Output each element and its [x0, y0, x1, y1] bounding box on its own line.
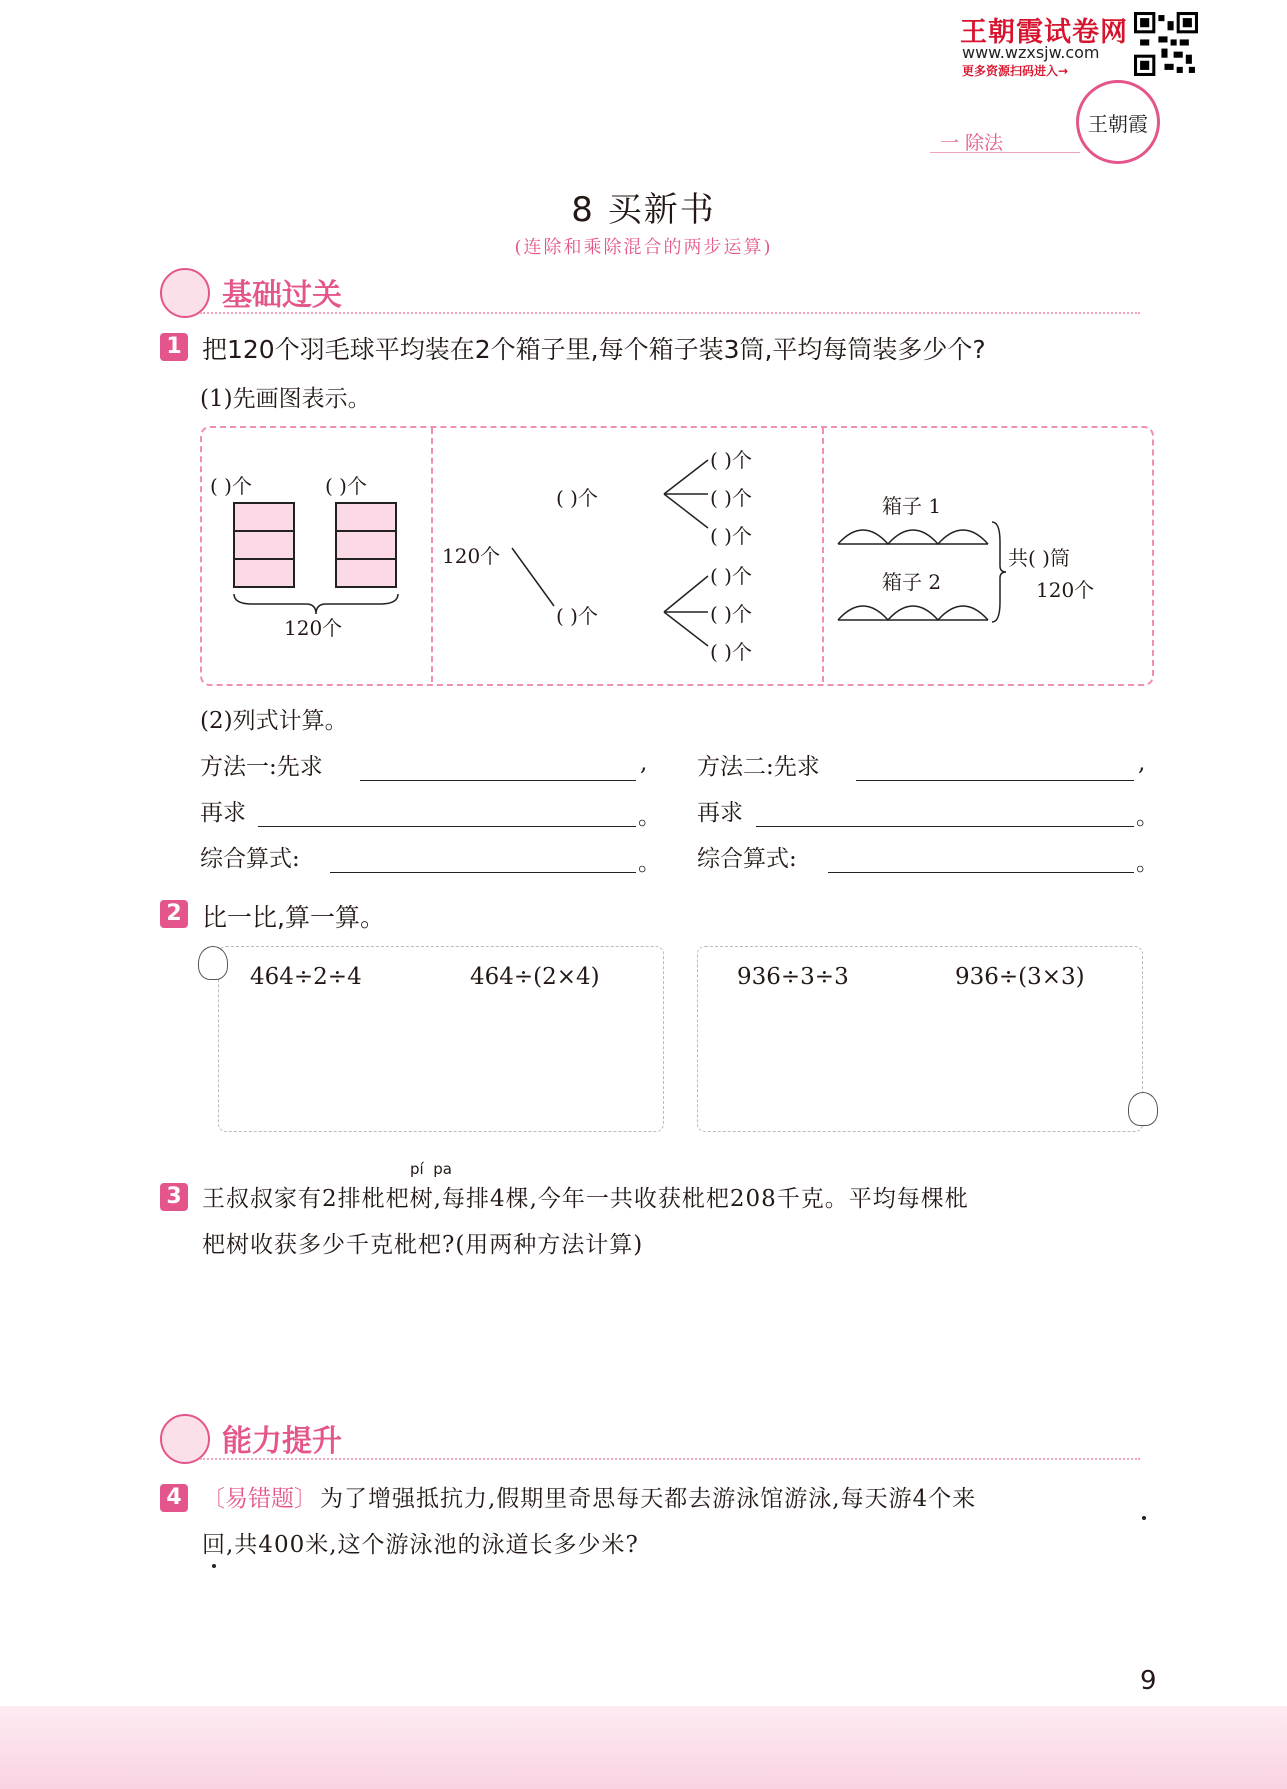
page-number: 9	[1140, 1666, 1157, 1696]
answer-blank[interactable]: ( )个	[710, 448, 752, 472]
question-3-line2: 杷树收获多少千克枇杷?(用两种方法计算)	[202, 1232, 644, 1258]
arc-diagram	[834, 512, 1014, 624]
error-prone-tag: 〔易错题〕	[202, 1486, 317, 1512]
total-label: 120个	[1036, 578, 1095, 602]
rect-part	[335, 502, 397, 532]
section-divider	[200, 1458, 1140, 1460]
question-1-text: 把120个羽毛球平均装在2个箱子里,每个箱子装3筒,平均每筒装多少个?	[202, 335, 986, 364]
question-3-line1: 王叔叔家有2排枇杷树,每排4棵,今年一共收获枇杷208千克。平均每棵枇	[202, 1186, 969, 1212]
method-2-label: 方法二:先求	[697, 754, 820, 780]
brand-name: 王朝霞试卷网	[960, 17, 1128, 48]
question-number: 2	[160, 900, 188, 928]
lesson-subtitle: (连除和乘除混合的两步运算)	[514, 237, 773, 258]
question-4-line2: 回,共400米,这个游泳池的泳道长多少米?	[202, 1532, 639, 1558]
rect-part	[335, 560, 397, 588]
mascot-icon	[1128, 1092, 1158, 1126]
brand-seal-logo: 王朝霞	[1076, 80, 1160, 164]
punctuation: ,	[1138, 750, 1146, 776]
box-rectangle-right	[335, 502, 397, 590]
answer-line[interactable]	[258, 800, 636, 827]
unit-label: 一 除法	[940, 132, 1004, 154]
emphasis-dot	[212, 1564, 216, 1568]
punctuation: 。	[1136, 804, 1159, 830]
answer-line[interactable]	[756, 800, 1134, 827]
punctuation: 。	[1136, 850, 1159, 876]
answer-line[interactable]	[828, 846, 1134, 873]
box-1-label: 箱子 1	[882, 494, 942, 518]
mascot-icon	[198, 946, 228, 980]
header-rule	[930, 152, 1080, 153]
lesson-title: 8 买新书	[571, 190, 716, 230]
answer-blank[interactable]: ( )个	[325, 474, 367, 498]
method-1-label: 方法一:先求	[200, 754, 323, 780]
answer-blank[interactable]: ( )个	[710, 602, 752, 626]
diagram-divider	[822, 428, 824, 682]
answer-line[interactable]	[856, 754, 1134, 781]
footer-band	[0, 1706, 1287, 1789]
girl-avatar-icon	[160, 268, 210, 318]
then-label: 再求	[697, 800, 743, 826]
answer-blank[interactable]: ( )个	[710, 640, 752, 664]
expression: 464÷2÷4	[250, 964, 362, 990]
combined-label: 综合算式:	[200, 846, 300, 872]
answer-blank[interactable]: ( )个	[710, 564, 752, 588]
punctuation: 。	[638, 804, 661, 830]
total-tong-blank[interactable]: 共( )筒	[1008, 546, 1070, 570]
then-label: 再求	[200, 800, 246, 826]
section-title-advanced: 能力提升	[222, 1424, 342, 1459]
answer-line[interactable]	[330, 846, 636, 873]
answer-blank[interactable]: ( )个	[556, 486, 598, 510]
expression: 464÷(2×4)	[470, 964, 600, 990]
answer-blank[interactable]: ( )个	[210, 474, 252, 498]
rect-part	[233, 502, 295, 532]
total-label: 120个	[442, 544, 501, 568]
section-title-basic: 基础过关	[222, 278, 342, 313]
tree-lines	[432, 428, 822, 682]
question-number: 1	[160, 333, 188, 361]
girl-avatar-icon	[160, 1414, 210, 1464]
emphasis-dot	[1142, 1516, 1146, 1520]
punctuation: 。	[638, 850, 661, 876]
brand-url[interactable]: www.wzxsjw.com	[962, 43, 1100, 62]
total-label: 120个	[284, 616, 343, 640]
answer-blank[interactable]: ( )个	[710, 524, 752, 548]
box-rectangle-left	[233, 502, 295, 590]
punctuation: ,	[640, 750, 648, 776]
expression: 936÷(3×3)	[955, 964, 1085, 990]
box-2-label: 箱子 2	[882, 570, 942, 594]
qr-code-icon[interactable]	[1134, 12, 1198, 76]
question-1-part2: (2)列式计算。	[200, 708, 348, 734]
rect-part	[233, 560, 295, 588]
question-4-line1: 为了增强抵抗力,假期里奇思每天都去游泳馆游泳,每天游4个来	[320, 1486, 977, 1512]
brand-more-text: 更多资源扫码进入→	[962, 64, 1069, 78]
question-number: 4	[160, 1484, 188, 1512]
answer-blank[interactable]: ( )个	[556, 604, 598, 628]
rect-part	[335, 532, 397, 560]
expression: 936÷3÷3	[737, 964, 849, 990]
answer-line[interactable]	[360, 754, 636, 781]
answer-blank[interactable]: ( )个	[710, 486, 752, 510]
combined-label: 综合算式:	[697, 846, 797, 872]
rect-part	[233, 532, 295, 560]
question-number: 3	[160, 1183, 188, 1211]
question-2-text: 比一比,算一算。	[202, 903, 385, 932]
pinyin-annotation: pí pa	[410, 1160, 452, 1178]
section-divider	[200, 312, 1140, 314]
question-1-part1: (1)先画图表示。	[200, 386, 371, 412]
